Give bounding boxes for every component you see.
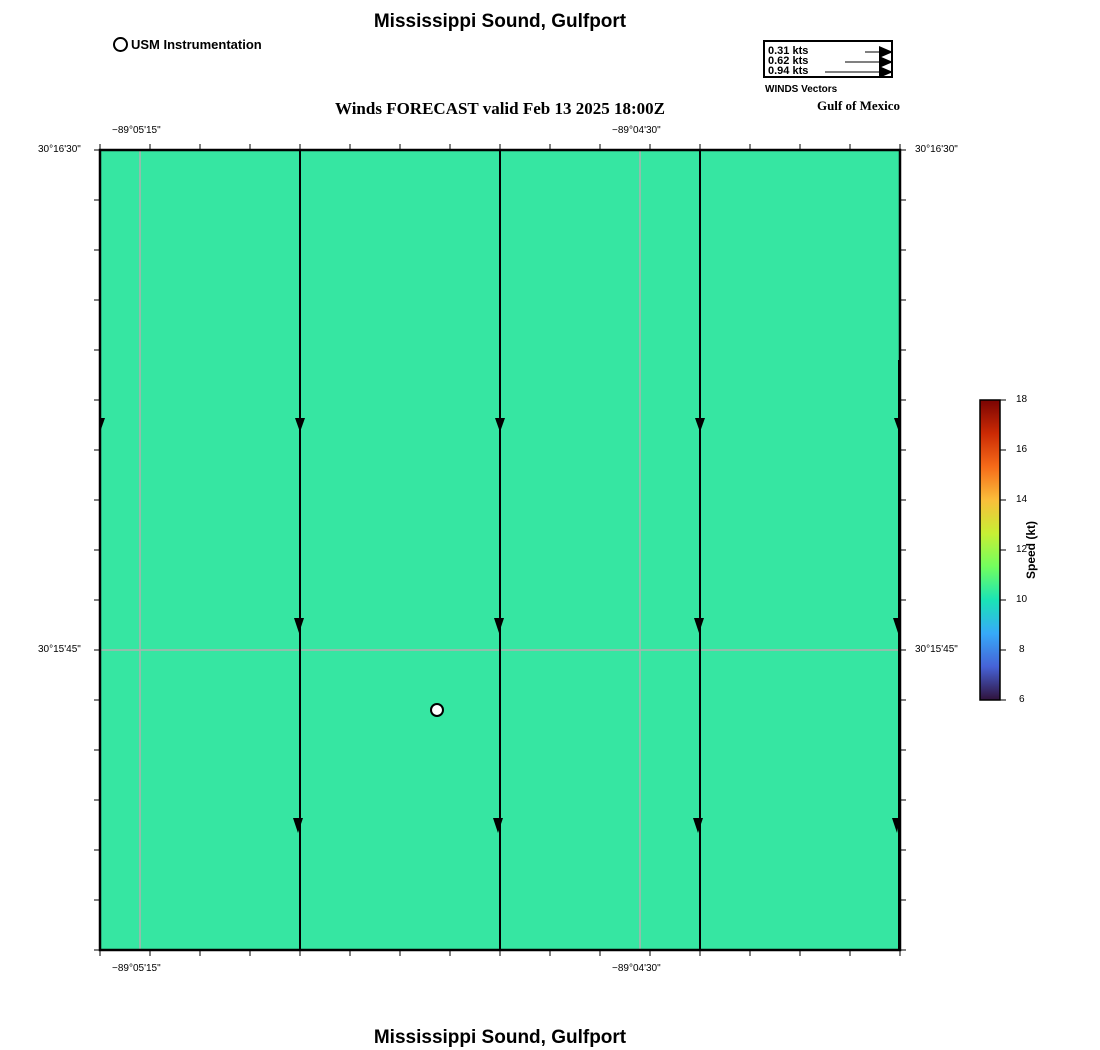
colorbar-tick-label: 18 xyxy=(1016,394,1028,405)
region-label: Gulf of Mexico xyxy=(816,98,900,113)
colorbar-tick-label: 16 xyxy=(1016,444,1028,455)
vector-legend-title: WINDS Vectors xyxy=(765,84,838,95)
lon-label-top: −89°04'30" xyxy=(612,125,661,136)
lat-label-right: 30°15'45" xyxy=(915,644,958,655)
lon-label-bottom: −89°05'15" xyxy=(112,963,161,974)
lat-label-left: 30°15'45" xyxy=(38,644,81,655)
colorbar-tick-label: 14 xyxy=(1016,494,1028,505)
lon-label-top: −89°05'15" xyxy=(112,125,161,136)
lon-label-bottom: −89°04'30" xyxy=(612,963,661,974)
vector-legend-entry: 0.94 kts xyxy=(768,65,809,77)
map-title: Mississippi Sound, Gulfport xyxy=(373,11,627,32)
colorbar-tick-label: 10 xyxy=(1016,594,1028,605)
vector-legend-entry: 0.31 kts xyxy=(768,45,809,57)
map-bottom-title: Mississippi Sound, Gulfport xyxy=(373,1027,627,1048)
instrument-marker xyxy=(431,704,443,716)
lat-label-right: 30°16'30" xyxy=(915,144,958,155)
colorbar-tick-label: 12 xyxy=(1016,544,1028,555)
vector-legend-entry: 0.62 kts xyxy=(768,55,809,67)
colorbar-tick-label: 6 xyxy=(1019,694,1025,705)
colorbar-title: Speed (kt) xyxy=(1024,520,1039,580)
instrument-legend-label: USM Instrumentation xyxy=(131,37,262,52)
lat-label-left: 30°16'30" xyxy=(38,144,81,155)
forecast-subtitle: Winds FORECAST valid Feb 13 2025 18:00Z xyxy=(335,99,665,118)
colorbar-tick-label: 8 xyxy=(1019,644,1025,655)
